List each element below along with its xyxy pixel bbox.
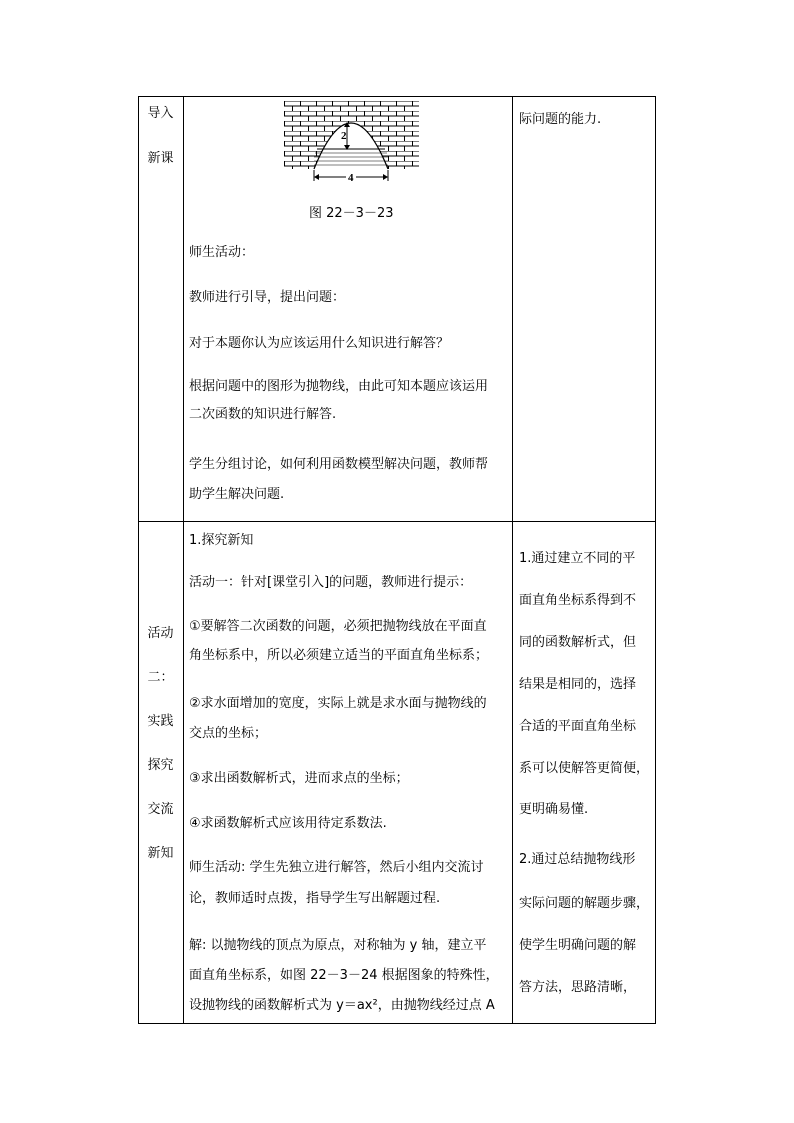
content-line: ③求出函数解析式，进而求点的坐标； [189, 771, 409, 786]
note-line: 1.通过建立不同的平 [519, 551, 636, 566]
content-line: 解: 以抛物线的顶点为原点，对称轴为 y 轴，建立平 [189, 938, 487, 953]
content-line: 1.探究新知 [189, 533, 254, 548]
note-line: 合适的平面直角坐标 [519, 719, 637, 734]
content-line: 根据问题中的图形为抛物线，由此可知本题应该运用 [189, 379, 489, 394]
note-line: 面直角坐标系得到不 [519, 593, 637, 608]
content-line: ①要解答二次函数的问题，必须把抛物线放在平面直 [189, 619, 487, 634]
col-divider-2 [512, 96, 513, 1024]
row-label-line: 交流 [147, 802, 174, 817]
content-line: 师生活动: 学生先独立进行解答，然后小组内交流讨 [189, 860, 484, 875]
content-line: ②求水面增加的宽度，实际上就是求水面与抛物线的 [189, 696, 487, 711]
lesson-table [138, 96, 656, 1024]
row-label-line: 导入 [147, 106, 174, 121]
content-line: 论，教师适时点拨，指导学生写出解题过程. [189, 891, 441, 906]
content-line: 面直角坐标系，如图 22－3－24 根据图象的特殊性， [189, 968, 499, 983]
note-line: 实际问题的解题步骤， [519, 896, 650, 911]
content-line: 活动一：针对[课堂引入]的问题，教师进行提示： [189, 575, 473, 590]
note-line: 使学生明确问题的解 [519, 938, 637, 953]
content-line: 教师进行引导，提出问题： [189, 290, 346, 305]
row-label-line: 活动 [147, 626, 174, 641]
water-surface [314, 149, 388, 165]
note-line: 同的函数解析式，但 [519, 635, 637, 650]
note-line: 系可以使解答更简便， [519, 761, 650, 776]
row-label-line: 新知 [147, 846, 174, 861]
figure-caption: 图 22－3－23 [309, 206, 394, 221]
content-line: 助学生解决问题. [189, 487, 285, 502]
width-label: 4 [348, 172, 354, 183]
content-line: 对于本题你认为应该运用什么知识进行解答？ [189, 336, 450, 351]
note-line: 更明确易懂. [519, 802, 589, 817]
content-line: 交点的坐标； [189, 726, 268, 741]
content-line: 设抛物线的函数解析式为 y＝ax²，由抛物线经过点 A [189, 998, 495, 1013]
table-left-border [138, 96, 139, 1024]
content-line: ④求函数解析式应该用待定系数法. [189, 816, 387, 831]
note-line: 结果是相同的，选择 [519, 677, 637, 692]
content-line: 二次函数的知识进行解答. [189, 407, 337, 422]
note-line: 答方法，思路清晰， [519, 980, 637, 995]
arch-bridge-diagram [284, 101, 419, 183]
row-label-line: 二： [147, 670, 174, 685]
row-label-line: 新课 [147, 151, 174, 166]
table-top-border [138, 96, 656, 97]
table-bottom-border [138, 1023, 656, 1024]
table-right-border [655, 96, 656, 1024]
row-label-line: 实践 [147, 714, 174, 729]
content-line: 角坐标系中，所以必须建立适当的平面直角坐标系； [189, 648, 489, 663]
content-line: 学生分组讨论，如何利用函数模型解决问题，教师帮 [189, 457, 489, 472]
row-divider [138, 521, 656, 522]
arch-bridge-figure [284, 101, 419, 183]
note-line: 2.通过总结抛物线形 [519, 852, 636, 867]
col-divider-1 [183, 96, 184, 1024]
row-label-line: 探究 [147, 758, 174, 773]
content-line: 师生活动： [189, 245, 255, 260]
note-line: 际问题的能力. [519, 112, 602, 127]
height-label: 2 [341, 130, 347, 142]
